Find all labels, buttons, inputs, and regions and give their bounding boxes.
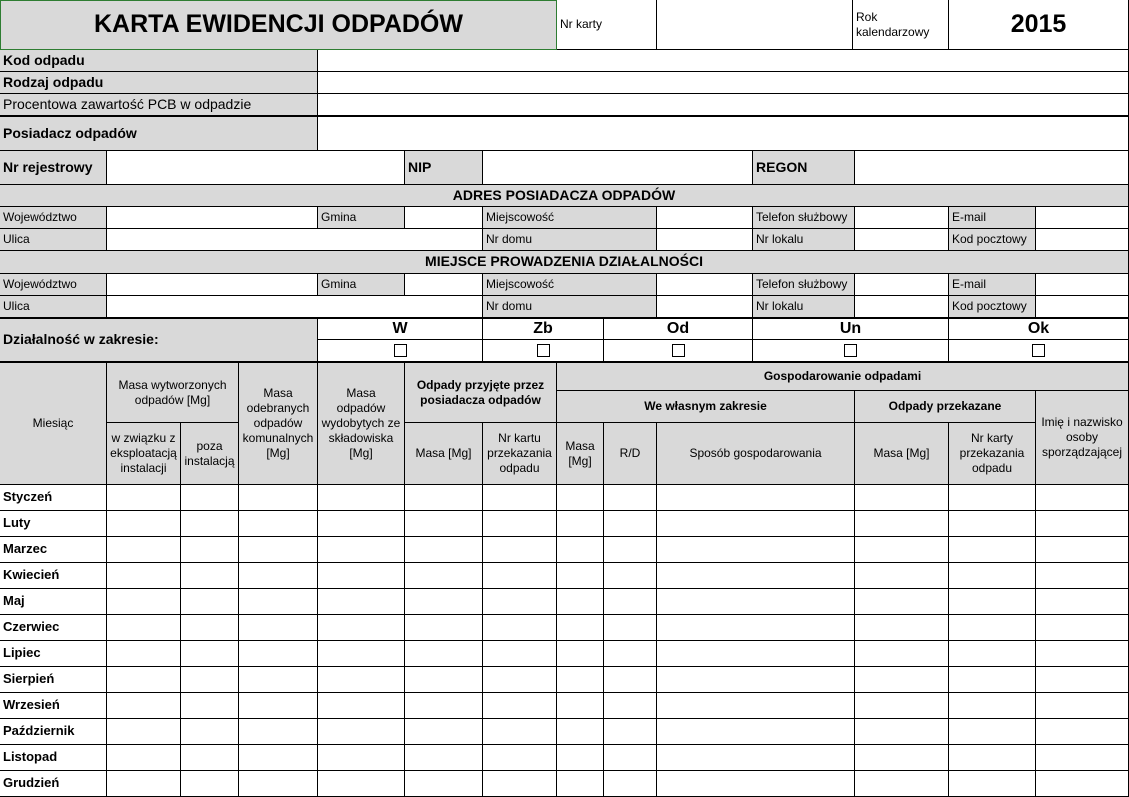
- month-label: Wrzesień: [0, 693, 107, 719]
- cell-accepted-card[interactable]: [483, 641, 557, 667]
- activity-option-un-label: Un: [753, 318, 949, 340]
- cell-person[interactable]: [1036, 719, 1129, 745]
- cell-rd[interactable]: [604, 771, 657, 797]
- cell-handed-card[interactable]: [949, 641, 1036, 667]
- cell-landfill[interactable]: [318, 693, 405, 719]
- flat-field-2[interactable]: [855, 296, 949, 318]
- registration-field[interactable]: [107, 151, 405, 185]
- header-accepted-card: Nr kartu przekazania odpadu: [483, 423, 557, 485]
- cell-method[interactable]: [657, 537, 855, 563]
- activity-option-ok-cell: [949, 340, 1129, 362]
- header-management: Gospodarowanie odpadami: [557, 362, 1129, 391]
- header-own-scope: We własnym zakresie: [557, 391, 855, 423]
- cell-method[interactable]: [657, 641, 855, 667]
- cell-handed-card[interactable]: [949, 719, 1036, 745]
- activity-option-w-cell: [318, 340, 483, 362]
- activity-option-od-checkbox[interactable]: [672, 344, 685, 357]
- cell-method[interactable]: [657, 771, 855, 797]
- cell-municipal[interactable]: [239, 563, 318, 589]
- header-mass-generated: Masa wytworzonych odpadów [Mg]: [107, 362, 239, 423]
- cell-rd[interactable]: [604, 641, 657, 667]
- header-accepted-mass: Masa [Mg]: [405, 423, 483, 485]
- cell-accepted-mass[interactable]: [405, 771, 483, 797]
- cell-landfill[interactable]: [318, 511, 405, 537]
- cell-landfill[interactable]: [318, 563, 405, 589]
- header-rd: R/D: [604, 423, 657, 485]
- cell-accepted-mass[interactable]: [405, 511, 483, 537]
- activity-option-od-cell: [604, 340, 753, 362]
- cell-accepted-mass[interactable]: [405, 589, 483, 615]
- cell-rd[interactable]: [604, 719, 657, 745]
- cell-person[interactable]: [1036, 745, 1129, 771]
- cell-handed-mass[interactable]: [855, 563, 949, 589]
- email-field-2[interactable]: [1036, 274, 1129, 296]
- postal-label-2: Kod pocztowy: [949, 296, 1036, 318]
- cell-outside[interactable]: [181, 693, 239, 719]
- year-value[interactable]: 2015: [949, 0, 1129, 50]
- activity-scope-label: Działalność w zakresie:: [0, 318, 318, 362]
- cell-landfill[interactable]: [318, 719, 405, 745]
- cell-accepted-mass[interactable]: [405, 563, 483, 589]
- cell-own-mass[interactable]: [557, 485, 604, 511]
- voivodeship-field-2[interactable]: [107, 274, 318, 296]
- postal-field-2[interactable]: [1036, 296, 1129, 318]
- cell-handed-mass[interactable]: [855, 641, 949, 667]
- cell-municipal[interactable]: [239, 667, 318, 693]
- cell-accepted-card[interactable]: [483, 771, 557, 797]
- cell-person[interactable]: [1036, 641, 1129, 667]
- activity-option-un-cell: [753, 340, 949, 362]
- cell-person[interactable]: [1036, 511, 1129, 537]
- cell-own-mass[interactable]: [557, 719, 604, 745]
- activity-option-un-checkbox[interactable]: [844, 344, 857, 357]
- cell-in-connection[interactable]: [107, 745, 181, 771]
- cell-handed-card[interactable]: [949, 745, 1036, 771]
- waste-code-field[interactable]: [318, 50, 1129, 72]
- cell-rd[interactable]: [604, 511, 657, 537]
- cell-handed-mass[interactable]: [855, 511, 949, 537]
- commune-label: Gmina: [318, 207, 405, 229]
- holder-address-title: ADRES POSIADACZA ODPADÓW: [0, 185, 1129, 207]
- cell-in-connection[interactable]: [107, 719, 181, 745]
- header-handed-mass: Masa [Mg]: [855, 423, 949, 485]
- header-handed-over: Odpady przekazane: [855, 391, 1036, 423]
- commune-label-2: Gmina: [318, 274, 405, 296]
- cell-handed-card[interactable]: [949, 511, 1036, 537]
- header-method: Sposób gospodarowania: [657, 423, 855, 485]
- street-label: Ulica: [0, 229, 107, 251]
- phone-field[interactable]: [855, 207, 949, 229]
- postal-field[interactable]: [1036, 229, 1129, 251]
- email-field[interactable]: [1036, 207, 1129, 229]
- cell-outside[interactable]: [181, 667, 239, 693]
- cell-outside[interactable]: [181, 537, 239, 563]
- cell-person[interactable]: [1036, 485, 1129, 511]
- postal-label: Kod pocztowy: [949, 229, 1036, 251]
- cell-handed-mass[interactable]: [855, 719, 949, 745]
- cell-handed-card[interactable]: [949, 667, 1036, 693]
- street-field-2[interactable]: [107, 296, 483, 318]
- cell-landfill[interactable]: [318, 589, 405, 615]
- cell-method[interactable]: [657, 511, 855, 537]
- cell-landfill[interactable]: [318, 485, 405, 511]
- header-accepted: Odpady przyjęte przez posiadacza odpadów: [405, 362, 557, 423]
- cell-accepted-card[interactable]: [483, 693, 557, 719]
- cell-landfill[interactable]: [318, 537, 405, 563]
- house-label-2: Nr domu: [483, 296, 657, 318]
- commune-field-2[interactable]: [405, 274, 483, 296]
- activity-option-ok-label: Ok: [949, 318, 1129, 340]
- cell-in-connection[interactable]: [107, 667, 181, 693]
- activity-option-zb-checkbox[interactable]: [537, 344, 550, 357]
- header-in-connection: w związku z eksploatacją instalacji: [107, 423, 181, 485]
- cell-outside[interactable]: [181, 485, 239, 511]
- cell-handed-mass[interactable]: [855, 745, 949, 771]
- town-label-2: Miejscowość: [483, 274, 657, 296]
- cell-accepted-mass[interactable]: [405, 667, 483, 693]
- cell-own-mass[interactable]: [557, 667, 604, 693]
- cell-accepted-card[interactable]: [483, 745, 557, 771]
- cell-rd[interactable]: [604, 667, 657, 693]
- cell-accepted-card[interactable]: [483, 667, 557, 693]
- cell-municipal[interactable]: [239, 537, 318, 563]
- email-label-2: E-mail: [949, 274, 1036, 296]
- year-label: Rok kalendarzowy: [853, 0, 949, 50]
- cell-outside[interactable]: [181, 719, 239, 745]
- cell-handed-card[interactable]: [949, 771, 1036, 797]
- activity-option-zb-label: Zb: [483, 318, 604, 340]
- cell-rd[interactable]: [604, 563, 657, 589]
- cell-handed-mass[interactable]: [855, 771, 949, 797]
- cell-outside[interactable]: [181, 641, 239, 667]
- nip-field[interactable]: [483, 151, 753, 185]
- town-label: Miejscowość: [483, 207, 657, 229]
- cell-own-mass[interactable]: [557, 589, 604, 615]
- street-field[interactable]: [107, 229, 483, 251]
- cell-own-mass[interactable]: [557, 771, 604, 797]
- waste-type-label: Rodzaj odpadu: [0, 72, 318, 94]
- activity-option-w-label: W: [318, 318, 483, 340]
- commune-field[interactable]: [405, 207, 483, 229]
- cell-rd[interactable]: [604, 745, 657, 771]
- cell-own-mass[interactable]: [557, 511, 604, 537]
- nip-label: NIP: [405, 151, 483, 185]
- cell-own-mass[interactable]: [557, 615, 604, 641]
- town-field[interactable]: [657, 207, 753, 229]
- voivodeship-label: Województwo: [0, 207, 107, 229]
- cell-accepted-mass[interactable]: [405, 537, 483, 563]
- cell-municipal[interactable]: [239, 511, 318, 537]
- cell-handed-card[interactable]: [949, 485, 1036, 511]
- cell-method[interactable]: [657, 563, 855, 589]
- cell-handed-mass[interactable]: [855, 485, 949, 511]
- cell-in-connection[interactable]: [107, 537, 181, 563]
- cell-rd[interactable]: [604, 615, 657, 641]
- voivodeship-field[interactable]: [107, 207, 318, 229]
- cell-accepted-mass[interactable]: [405, 615, 483, 641]
- month-label: Maj: [0, 589, 107, 615]
- cell-outside[interactable]: [181, 589, 239, 615]
- month-label: Styczeń: [0, 485, 107, 511]
- cell-outside[interactable]: [181, 615, 239, 641]
- cell-method[interactable]: [657, 719, 855, 745]
- cell-municipal[interactable]: [239, 693, 318, 719]
- waste-code-label: Kod odpadu: [0, 50, 318, 72]
- cell-in-connection[interactable]: [107, 511, 181, 537]
- cell-own-mass[interactable]: [557, 537, 604, 563]
- cell-landfill[interactable]: [318, 641, 405, 667]
- card-number-label: Nr karty: [557, 0, 657, 50]
- cell-rd[interactable]: [604, 589, 657, 615]
- cell-person[interactable]: [1036, 563, 1129, 589]
- cell-in-connection[interactable]: [107, 771, 181, 797]
- header-person: Imię i nazwisko osoby sporządzającej: [1036, 391, 1129, 485]
- cell-in-connection[interactable]: [107, 563, 181, 589]
- month-label: Czerwiec: [0, 615, 107, 641]
- cell-handed-mass[interactable]: [855, 537, 949, 563]
- cell-municipal[interactable]: [239, 641, 318, 667]
- regon-label: REGON: [753, 151, 855, 185]
- cell-method[interactable]: [657, 589, 855, 615]
- flat-label: Nr lokalu: [753, 229, 855, 251]
- town-field-2[interactable]: [657, 274, 753, 296]
- cell-municipal[interactable]: [239, 615, 318, 641]
- cell-accepted-card[interactable]: [483, 563, 557, 589]
- activity-place-title: MIEJSCE PROWADZENIA DZIAŁALNOŚCI: [0, 251, 1129, 274]
- regon-field[interactable]: [855, 151, 1129, 185]
- cell-handed-card[interactable]: [949, 589, 1036, 615]
- holder-label: Posiadacz odpadów: [0, 116, 318, 151]
- cell-landfill[interactable]: [318, 667, 405, 693]
- header-handed-card: Nr karty przekazania odpadu: [949, 423, 1036, 485]
- registration-label: Nr rejestrowy: [0, 151, 107, 185]
- activity-option-ok-checkbox[interactable]: [1032, 344, 1045, 357]
- header-own-mass: Masa [Mg]: [557, 423, 604, 485]
- cell-method[interactable]: [657, 615, 855, 641]
- cell-accepted-mass[interactable]: [405, 641, 483, 667]
- flat-field[interactable]: [855, 229, 949, 251]
- pcb-field[interactable]: [318, 94, 1129, 116]
- cell-municipal[interactable]: [239, 771, 318, 797]
- waste-type-field[interactable]: [318, 72, 1129, 94]
- cell-municipal[interactable]: [239, 589, 318, 615]
- cell-own-mass[interactable]: [557, 745, 604, 771]
- phone-field-2[interactable]: [855, 274, 949, 296]
- cell-handed-mass[interactable]: [855, 693, 949, 719]
- cell-accepted-card[interactable]: [483, 615, 557, 641]
- cell-outside[interactable]: [181, 745, 239, 771]
- cell-accepted-card[interactable]: [483, 719, 557, 745]
- phone-label-2: Telefon służbowy: [753, 274, 855, 296]
- cell-accepted-mass[interactable]: [405, 719, 483, 745]
- cell-handed-card[interactable]: [949, 537, 1036, 563]
- header-month: Miesiąc: [0, 362, 107, 485]
- email-label: E-mail: [949, 207, 1036, 229]
- pcb-label: Procentowa zawartość PCB w odpadzie: [0, 94, 318, 116]
- month-label: Październik: [0, 719, 107, 745]
- card-number-field[interactable]: [657, 0, 853, 50]
- cell-own-mass[interactable]: [557, 641, 604, 667]
- house-label: Nr domu: [483, 229, 657, 251]
- flat-label-2: Nr lokalu: [753, 296, 855, 318]
- header-mass-municipal: Masa odebranych odpadów komunalnych [Mg]: [239, 362, 318, 485]
- cell-in-connection[interactable]: [107, 589, 181, 615]
- cell-accepted-card[interactable]: [483, 537, 557, 563]
- cell-method[interactable]: [657, 485, 855, 511]
- cell-in-connection[interactable]: [107, 615, 181, 641]
- cell-rd[interactable]: [604, 537, 657, 563]
- month-label: Marzec: [0, 537, 107, 563]
- cell-handed-card[interactable]: [949, 563, 1036, 589]
- cell-method[interactable]: [657, 693, 855, 719]
- activity-option-w-checkbox[interactable]: [394, 344, 407, 357]
- month-label: Listopad: [0, 745, 107, 771]
- cell-landfill[interactable]: [318, 771, 405, 797]
- cell-municipal[interactable]: [239, 745, 318, 771]
- cell-handed-card[interactable]: [949, 693, 1036, 719]
- cell-method[interactable]: [657, 667, 855, 693]
- cell-outside[interactable]: [181, 511, 239, 537]
- phone-label: Telefon służbowy: [753, 207, 855, 229]
- activity-option-od-label: Od: [604, 318, 753, 340]
- cell-person[interactable]: [1036, 589, 1129, 615]
- cell-outside[interactable]: [181, 771, 239, 797]
- cell-accepted-card[interactable]: [483, 511, 557, 537]
- cell-municipal[interactable]: [239, 719, 318, 745]
- house-field-2[interactable]: [657, 296, 753, 318]
- street-label-2: Ulica: [0, 296, 107, 318]
- cell-municipal[interactable]: [239, 485, 318, 511]
- cell-landfill[interactable]: [318, 615, 405, 641]
- header-mass-landfill: Masa odpadów wydobytych ze składowiska [Mg]: [318, 362, 405, 485]
- cell-own-mass[interactable]: [557, 693, 604, 719]
- holder-field[interactable]: [318, 116, 1129, 151]
- month-label: Grudzień: [0, 771, 107, 797]
- cell-person[interactable]: [1036, 537, 1129, 563]
- cell-person[interactable]: [1036, 667, 1129, 693]
- cell-accepted-card[interactable]: [483, 589, 557, 615]
- header-outside: poza instalacją: [181, 423, 239, 485]
- cell-handed-mass[interactable]: [855, 615, 949, 641]
- cell-accepted-mass[interactable]: [405, 693, 483, 719]
- activity-option-zb-cell: [483, 340, 604, 362]
- cell-accepted-mass[interactable]: [405, 485, 483, 511]
- cell-person[interactable]: [1036, 771, 1129, 797]
- cell-accepted-mass[interactable]: [405, 745, 483, 771]
- month-label: Lipiec: [0, 641, 107, 667]
- cell-person[interactable]: [1036, 615, 1129, 641]
- cell-handed-mass[interactable]: [855, 667, 949, 693]
- cell-in-connection[interactable]: [107, 693, 181, 719]
- cell-method[interactable]: [657, 745, 855, 771]
- cell-handed-mass[interactable]: [855, 589, 949, 615]
- house-field[interactable]: [657, 229, 753, 251]
- voivodeship-label-2: Województwo: [0, 274, 107, 296]
- cell-rd[interactable]: [604, 485, 657, 511]
- cell-person[interactable]: [1036, 693, 1129, 719]
- cell-accepted-card[interactable]: [483, 485, 557, 511]
- page-title: KARTA EWIDENCJI ODPADÓW: [0, 0, 557, 50]
- cell-rd[interactable]: [604, 693, 657, 719]
- cell-own-mass[interactable]: [557, 563, 604, 589]
- cell-in-connection[interactable]: [107, 641, 181, 667]
- month-label: Sierpień: [0, 667, 107, 693]
- cell-handed-card[interactable]: [949, 615, 1036, 641]
- month-label: Luty: [0, 511, 107, 537]
- month-label: Kwiecień: [0, 563, 107, 589]
- cell-landfill[interactable]: [318, 745, 405, 771]
- cell-in-connection[interactable]: [107, 485, 181, 511]
- cell-outside[interactable]: [181, 563, 239, 589]
